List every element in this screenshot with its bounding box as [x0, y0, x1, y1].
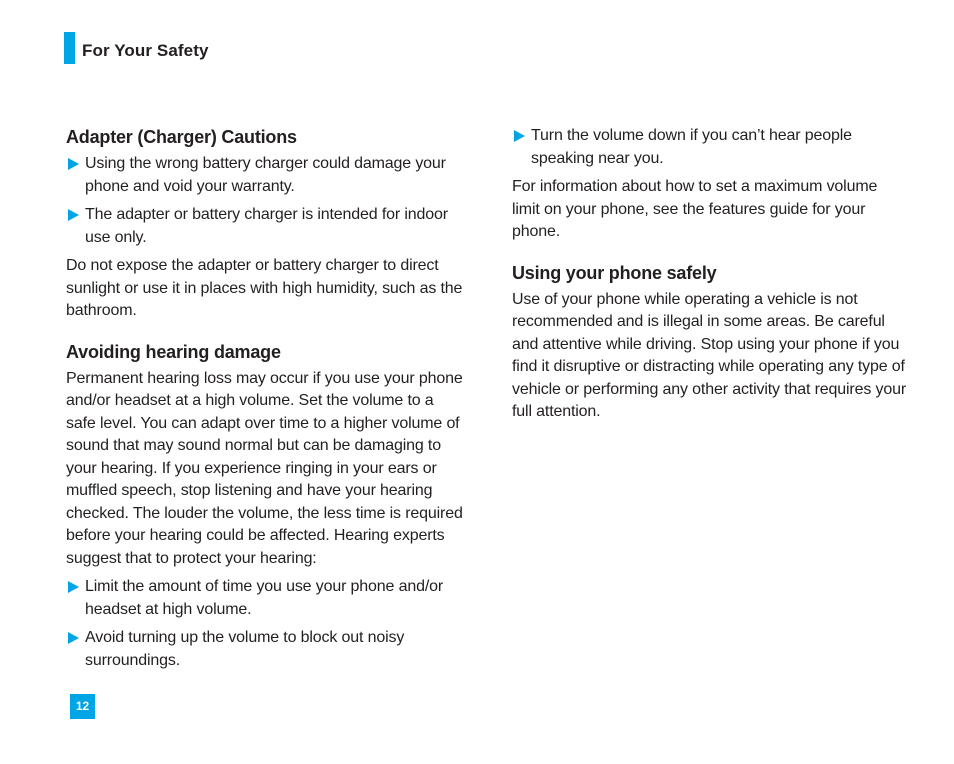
- volume-limit-paragraph: For information about how to set a maximum volume limit on your phone, see the features guide for your phone.: [512, 178, 878, 240]
- list-item: [66, 153, 466, 198]
- section-marker-bar: [64, 32, 75, 64]
- triangle-right-icon: [68, 632, 79, 644]
- adapter-cautions-heading: Adapter (Charger) Cautions: [66, 127, 297, 147]
- triangle-right-icon: [68, 158, 79, 170]
- page-number: 12: [70, 694, 95, 719]
- phone-safety-heading: Using your phone safely: [512, 262, 717, 283]
- bullet-text: Avoid turning up the volume to block out noisy surroundings.: [85, 629, 405, 669]
- section-title: For Your Safety: [82, 41, 209, 60]
- bullet-text: Limit the amount of time you use your phone and/or headset at high volume.: [85, 578, 444, 618]
- bullet-text: The adapter or battery charger is intended for indoor use only.: [85, 206, 448, 246]
- list-item: [66, 204, 466, 249]
- phone-safety-paragraph: Use of your phone while operating a vehicle is not recommended and is illegal in some areas. Be careful and attentive while driving. Stop using your phone if you find it disruptive or distracting while operating any type of vehicle or performing any other activity that requires your full attention.: [512, 290, 907, 420]
- hearing-damage-heading: Avoiding hearing damage: [66, 341, 281, 362]
- right-column: [512, 125, 907, 430]
- adapter-paragraph: Do not expose the adapter or battery charger to direct sunlight or use it in places with high humidity, such as the bathroom.: [66, 257, 463, 319]
- triangle-right-icon: [68, 581, 79, 593]
- list-item: [66, 627, 466, 672]
- list-item: [66, 576, 466, 621]
- triangle-right-icon: [514, 130, 525, 142]
- hearing-paragraph: Permanent hearing loss may occur if you use your phone and/or headset at a high volume. Set the volume to a safe level. You can adapt over time to a higher volume of sound that may sound normal but can be damaging to your hearing. If you experience ringing in your ears or muffled speech, stop listening and have your hearing checked. The louder the volume, the less time is required before your hearing could be affected. Hearing experts suggest that to protect your hearing:: [66, 369, 463, 567]
- bullet-text: Using the wrong battery charger could damage your phone and void your warranty.: [85, 155, 446, 195]
- list-item: [512, 125, 907, 170]
- left-column: [66, 125, 466, 678]
- triangle-right-icon: [68, 209, 79, 221]
- bullet-text: Turn the volume down if you can’t hear people speaking near you.: [531, 127, 852, 167]
